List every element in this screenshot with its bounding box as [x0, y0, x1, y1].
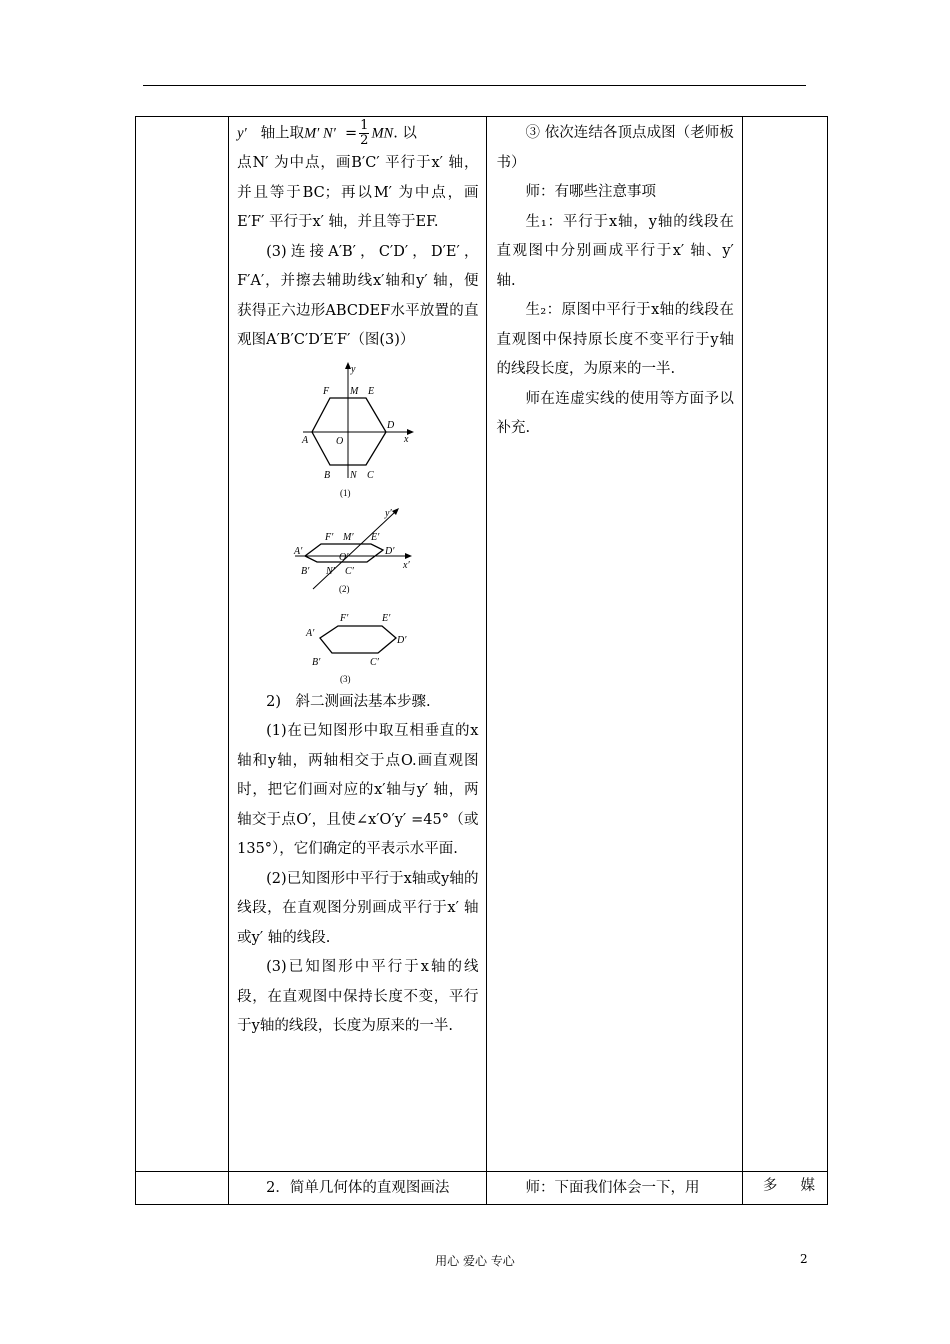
para-midpoint: 点N′ 为中点，画B′C′ 平行于x′ 轴，并且等于BC；再以M′ 为中点，画E′F′ 平行于x′ 轴，并且等于EF.: [237, 155, 479, 230]
svg-text:F: F: [322, 385, 329, 397]
cell-stage: [136, 1172, 229, 1205]
dialogue-2: 师：有哪些注意事项: [525, 184, 656, 200]
oblique-step-1: (1)在已知图形中取互相垂直的x轴和y轴，两轴相交于点O.画直观图时，把它们画对应的x′轴与y′ 轴，两轴交于点O′，且使∠x′O′y′ =45°（或135°），它们确定的平表示水平面.: [237, 723, 479, 857]
page-number: 2: [800, 1252, 808, 1266]
lesson-table: [135, 116, 828, 1205]
oblique-step-3: (3)已知图形中平行于x轴的线段，在直观图中保持长度不变，平行于y轴的线段，长度为原来的一半.: [237, 959, 479, 1034]
svg-text:B: B: [323, 469, 330, 481]
header-rule: [143, 85, 806, 86]
svg-text:N′: N′: [325, 565, 335, 577]
svg-text:A: A: [301, 434, 308, 446]
svg-text:E′: E′: [370, 531, 380, 543]
svg-text:E: E: [367, 385, 374, 397]
figure-oblique-result: [298, 608, 418, 686]
figure-hexagon-original: [298, 360, 418, 500]
cell-content: [229, 117, 487, 1172]
line-first: y′ 轴上取M′ N′ = $\frac{1}{2}$ MN. 以: [237, 118, 417, 148]
dialogue-1: ③ 依次连结各顶点成图（老师板书）: [496, 125, 734, 171]
svg-text:B′: B′: [311, 656, 321, 668]
svg-text:(1): (1): [339, 487, 351, 498]
svg-text:D′: D′: [384, 545, 395, 557]
step-3: (3)连接A′B′，C′D′，D′E′，F′A′，并擦去辅助线x′轴和y′ 轴，便获得正六边形ABCDEF水平放置的直观图A′B′C′D′E′F′（图(3)）: [237, 243, 479, 348]
cell-dialogue: 师：下面我们体会一下，用: [487, 1172, 742, 1205]
cell-section-title: 2．简单几何体的直观图画法: [229, 1172, 487, 1205]
svg-text:(3): (3): [339, 673, 351, 684]
svg-text:C′: C′: [344, 565, 354, 577]
svg-text:F′: F′: [324, 531, 334, 543]
dialogue-5: 师在连虚实线的使用等方面予以补充.: [496, 390, 734, 436]
dialogue-3: 生₁：平行于x轴，y轴的线段在直观图中分别画成平行于x′ 轴、y′ 轴.: [496, 213, 734, 289]
svg-text:D′: D′: [396, 634, 407, 646]
svg-text:D: D: [386, 419, 395, 431]
svg-text:N: N: [349, 469, 357, 481]
svg-text:C′: C′: [369, 656, 379, 668]
dialogue-4: 生₂：原图中平行于x轴的线段在直观图中保持原长度不变平行于y轴的线段长度，为原来的一半.: [496, 302, 734, 377]
figure-oblique-construction: [293, 504, 423, 604]
svg-text:B′: B′: [300, 565, 310, 577]
svg-text:O: O: [335, 435, 344, 447]
cell-dialogue: [487, 117, 742, 1172]
svg-text:y′: y′: [384, 507, 392, 519]
svg-text:y: y: [350, 363, 356, 375]
svg-text:A′: A′: [305, 627, 315, 639]
cell-notes: 多 媒: [742, 1172, 827, 1205]
svg-text:C: C: [366, 469, 374, 481]
svg-text:F′: F′: [339, 612, 349, 624]
svg-text:M: M: [349, 385, 359, 397]
cell-notes: [742, 117, 827, 1172]
table-row: [136, 117, 828, 1172]
svg-text:x′: x′: [402, 559, 410, 571]
table-row: [136, 1172, 828, 1205]
oblique-step-2: (2)已知图形中平行于x轴或y轴的线段，在直观图分别画成平行于x′ 轴或y′ 轴的线段.: [237, 870, 479, 946]
footer-motto: 用心 爱心 专心: [435, 1254, 515, 1268]
cell-stage: [136, 117, 229, 1172]
oblique-title: 2) 斜二测画法基本步骤.: [266, 693, 431, 710]
svg-text:x: x: [403, 433, 409, 445]
fraction-half: $\frac{1}{2}$: [360, 118, 369, 148]
svg-text:M′: M′: [342, 531, 354, 543]
svg-text:O′: O′: [338, 551, 349, 563]
svg-text:A′: A′: [293, 545, 303, 557]
svg-text:(2): (2): [338, 583, 350, 594]
svg-text:E′: E′: [381, 612, 391, 624]
